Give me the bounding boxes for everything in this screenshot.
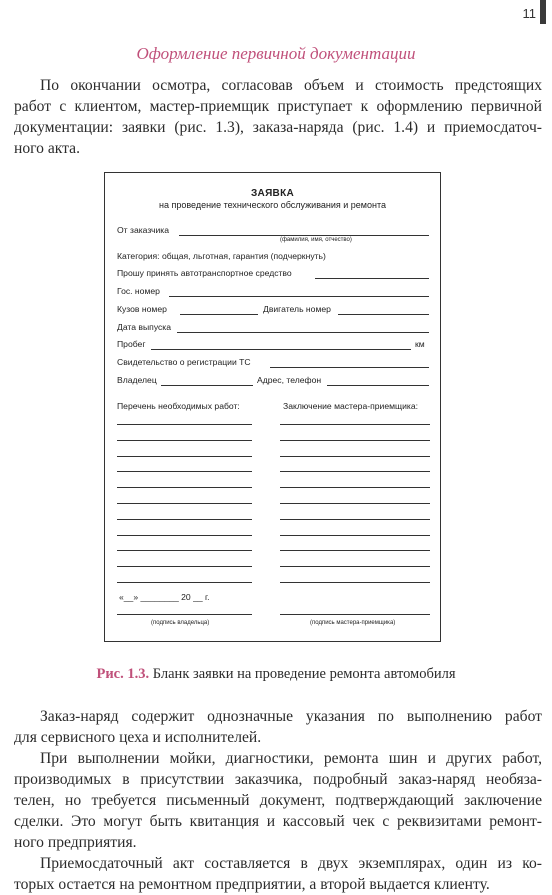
category-label: Категория: общая, льготная, гарантия (подчеркнуть): [117, 251, 326, 261]
form-fill-line: [161, 385, 253, 386]
form-fill-line: [180, 314, 258, 315]
paragraph-work-order: [14, 706, 542, 748]
form-ruled-line: [117, 566, 252, 567]
form-ruled-line: [117, 535, 252, 536]
form-ruled-line: [117, 519, 252, 520]
from-customer-label: От заказчика: [117, 225, 170, 235]
form-ruled-line: [117, 456, 252, 457]
text-line: телен, но требуется письменный документ, подтверждающий заключение: [14, 792, 542, 809]
paragraph-services: [14, 748, 542, 853]
form-ruled-line: [280, 424, 430, 425]
text-line: производимых в присутствии заказчика, подробный заказ-наряд необяза-: [14, 771, 542, 788]
text-line: работ с клиентом, мастер-приемщик приступает к оформлению первичной: [14, 98, 542, 115]
form-ruled-line: [117, 471, 252, 472]
address-label: Адрес, телефон: [257, 375, 322, 385]
form-ruled-line: [117, 440, 252, 441]
fio-hint: (фамилия, имя, отчество): [280, 237, 352, 243]
figure-label: Рис. 1.3.: [96, 666, 150, 682]
form-fill-line: [177, 332, 429, 333]
request-label: Прошу принять автотранспортное средство: [117, 268, 292, 278]
form-fill-line: [169, 296, 429, 297]
form-ruled-line: [280, 440, 430, 441]
master-signature-hint: (подпись мастера-приемщика): [310, 620, 396, 626]
text-line: документации: заявки (рис. 1.3), заказа-наряда (рис. 1.4) и приемосдаточ-: [14, 119, 542, 136]
form-title: ЗАЯВКА: [250, 188, 295, 199]
mileage-label: Пробег: [117, 339, 146, 349]
form-ruled-line: [280, 456, 430, 457]
form-fill-line: [179, 235, 429, 236]
plate-label: Гос. номер: [117, 286, 160, 296]
text-line: Заказ-наряд содержит однозначные указания по выполнению работ: [40, 708, 542, 725]
form-ruled-line: [280, 487, 430, 488]
figure-caption: [0, 666, 552, 683]
text-line: Приемосдаточный акт составляется в двух экземплярах, один из ко-: [40, 855, 542, 872]
km-label: км: [415, 339, 425, 349]
text-line: для сервисного цеха и исполнителей.: [14, 729, 262, 746]
text-line: ного предприятия.: [14, 834, 137, 851]
form-subtitle: на проведение технического обслуживания и ремонта: [158, 200, 386, 210]
form-ruled-line: [117, 582, 252, 583]
page-marker-bar: [540, 0, 546, 24]
form-ruled-line: [280, 503, 430, 504]
owner-label: Владелец: [117, 375, 157, 385]
engine-number-label: Двигатель номер: [263, 304, 331, 314]
form-ruled-line: [117, 503, 252, 504]
form-ruled-line: [280, 471, 430, 472]
works-header: Перечень необходимых работ:: [117, 401, 240, 411]
text-line: ного акта.: [14, 140, 80, 157]
registration-label: Свидетельство о регистрации ТС: [117, 357, 251, 367]
form-fill-line: [151, 349, 411, 350]
release-date-label: Дата выпуска: [117, 322, 172, 332]
figure-caption-text: Бланк заявки на проведение ремонта автомобиля: [152, 666, 456, 682]
form-ruled-line: [280, 582, 430, 583]
signature-line: [117, 614, 252, 615]
page-number: 11: [522, 6, 536, 21]
text-line: торых остается на ремонтном предприятии, а второй выдается клиенту.: [14, 876, 490, 893]
form-ruled-line: [117, 487, 252, 488]
form-fill-line: [327, 385, 429, 386]
form-ruled-line: [280, 566, 430, 567]
form-ruled-line: [280, 550, 430, 551]
form-ruled-line: [117, 424, 252, 425]
form-fill-line: [270, 367, 429, 368]
date-line: «__» ________ 20 __ г.: [119, 592, 210, 602]
intro-paragraph: [14, 75, 542, 159]
conclusion-header: Заключение мастера-приемщика:: [283, 401, 418, 411]
text-line: По окончании осмотра, согласовав объем и стоимость предстоящих: [40, 77, 542, 94]
signature-line: [280, 614, 430, 615]
body-number-label: Кузов номер: [117, 304, 167, 314]
owner-signature-hint: (подпись владельца): [151, 620, 210, 626]
application-form-figure: [104, 172, 441, 642]
form-ruled-line: [280, 535, 430, 536]
text-line: сделки. Это могут быть квитанция и кассовый чек с реквизитами ремонт-: [14, 813, 542, 830]
text-line: При выполнении мойки, диагностики, ремонта шин и других работ,: [40, 750, 542, 767]
form-fill-line: [338, 314, 429, 315]
chapter-heading: Оформление первичной документации: [136, 44, 416, 63]
form-fill-line: [315, 278, 429, 279]
form-ruled-line: [117, 550, 252, 551]
form-ruled-line: [280, 519, 430, 520]
paragraph-acceptance-act: [14, 853, 542, 895]
